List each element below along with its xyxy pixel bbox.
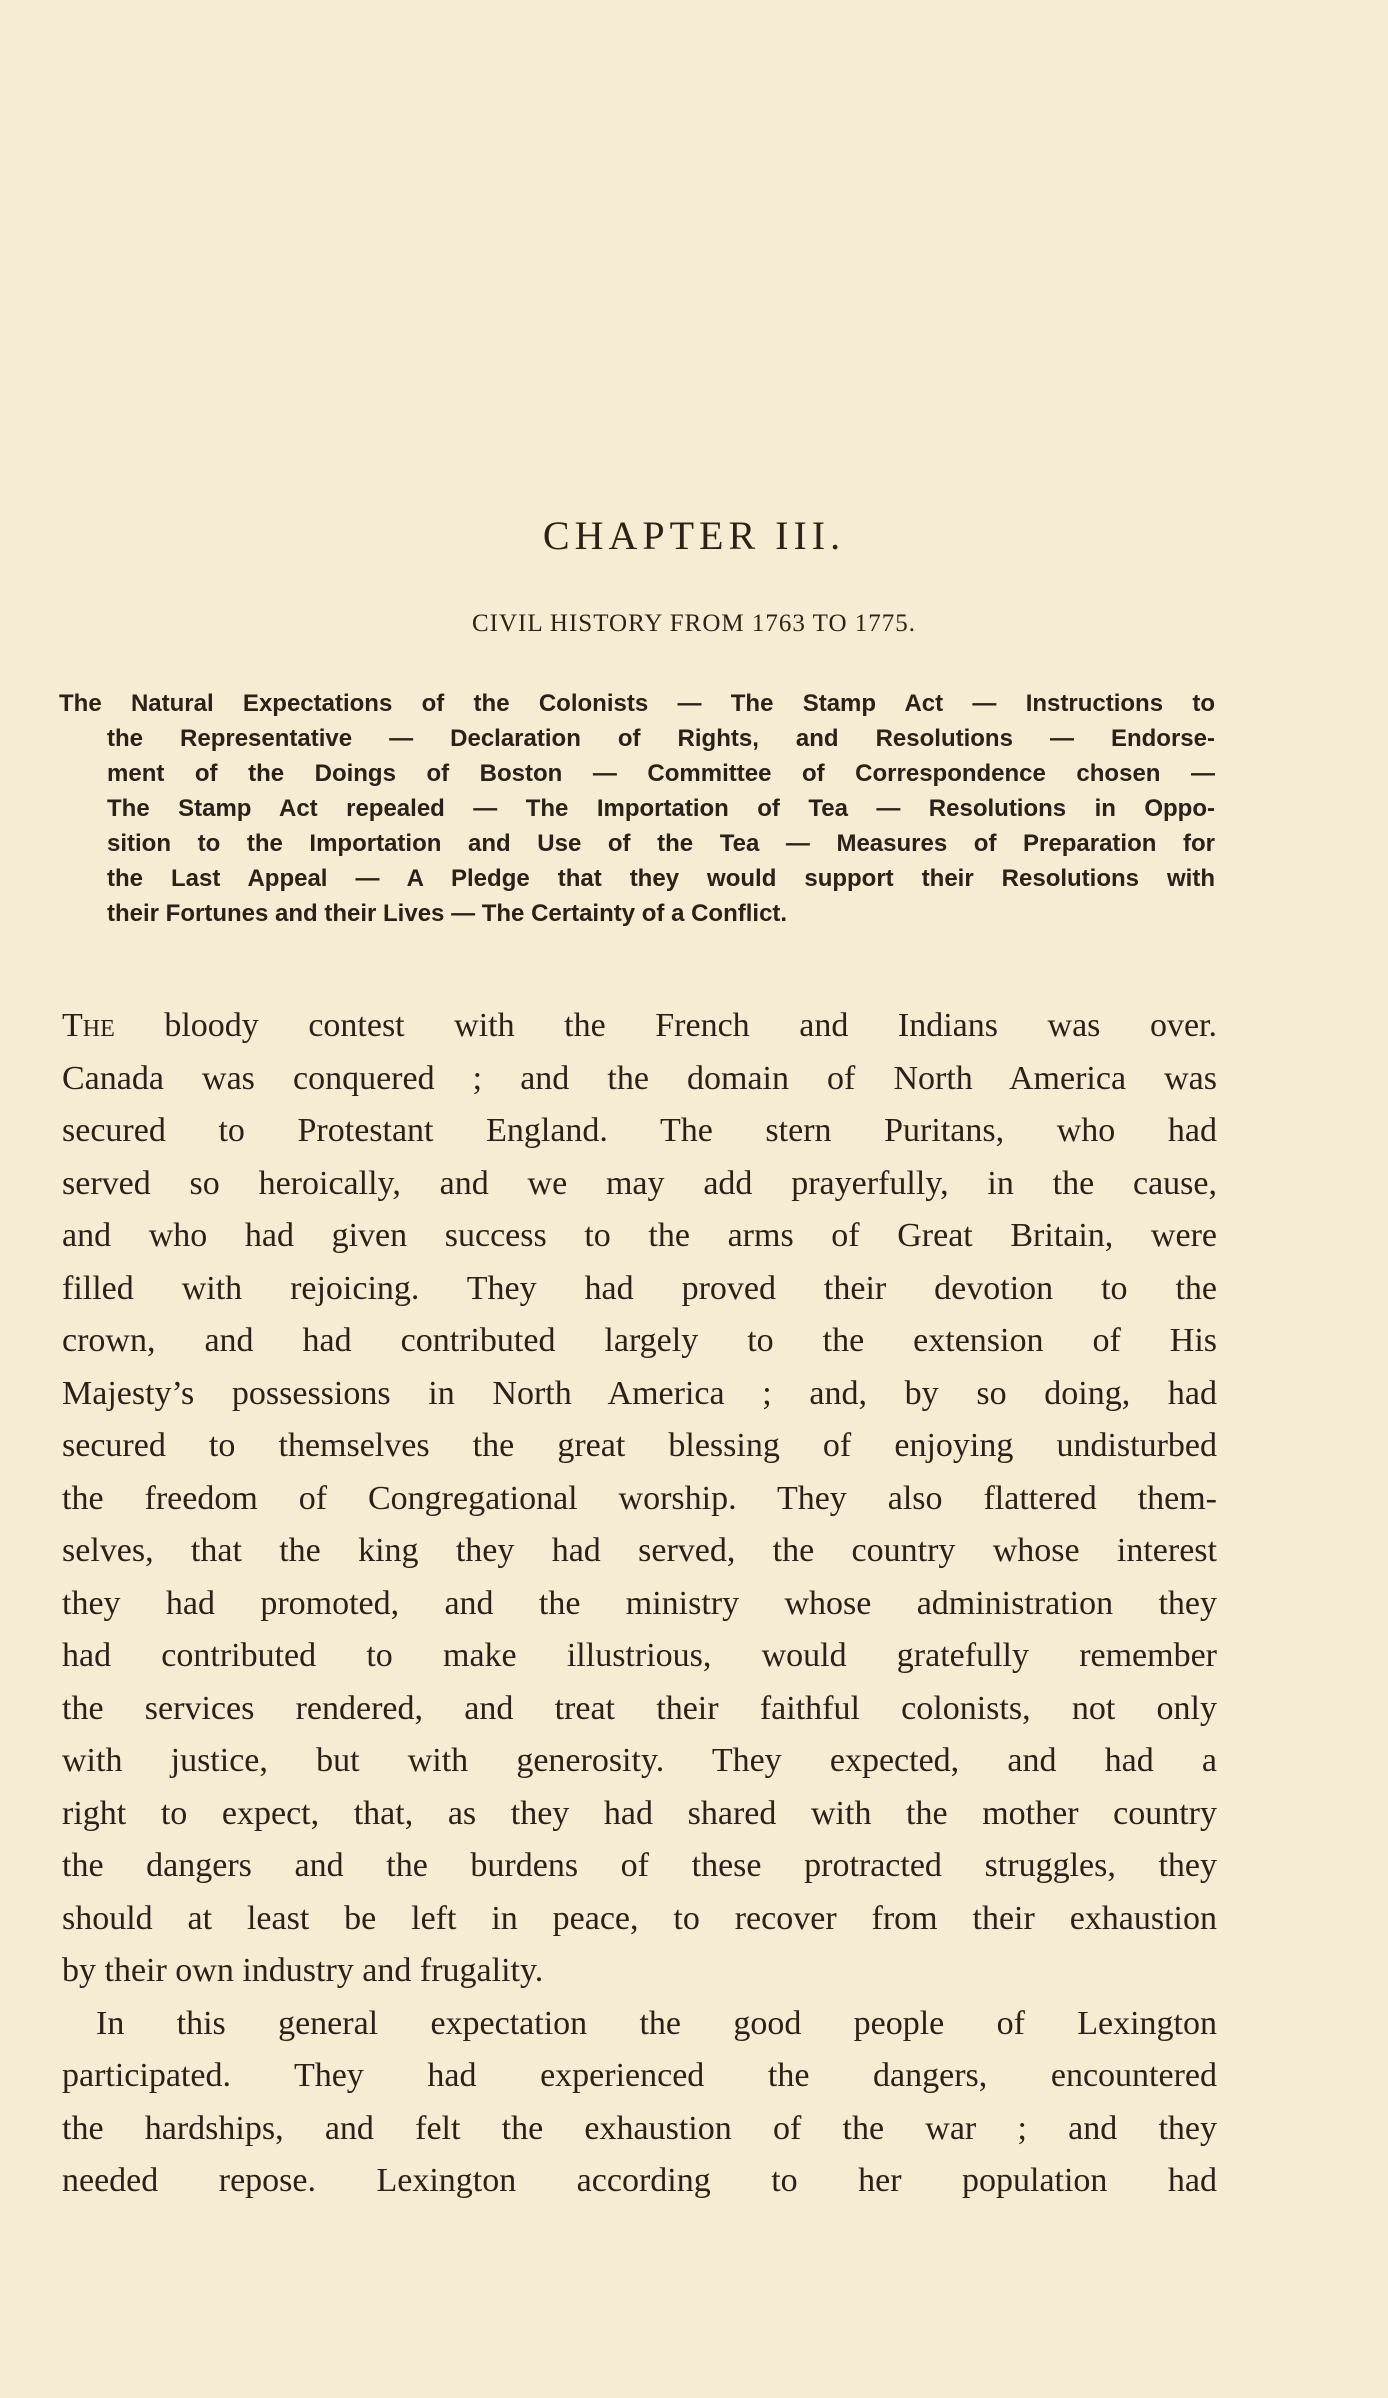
text-line: In this general expectation the good people of Lexington	[96, 2004, 1217, 2042]
summary-line: The Stamp Act repealed — The Importation of Tea — Resolutions in Oppo-	[107, 795, 1215, 822]
summary-line: their Fortunes and their Lives — The Certainty of a Conflict.	[107, 900, 788, 927]
summary-line: the Representative — Declaration of Rights, and Resolutions — Endorse-	[107, 725, 1215, 752]
text-line-rest: bloody contest with the French and Indians was over.	[114, 1007, 1217, 1044]
text-line: had contributed to make illustrious, would gratefully remember	[62, 1637, 1217, 1674]
text-line: with justice, but with generosity. They expected, and had a	[62, 1742, 1217, 1779]
text-line: secured to Protestant England. The stern Puritans, who had	[62, 1112, 1217, 1149]
text-line: needed repose. Lexington according to her population had	[62, 2162, 1217, 2199]
text-line: filled with rejoicing. They had proved their devotion to the	[62, 1269, 1217, 1307]
paragraph-1	[62, 1000, 1217, 1998]
text-line: secured to themselves the great blessing of enjoying undisturbed	[62, 1427, 1217, 1464]
text-line: should at least be left in peace, to recover from their exhaustion	[62, 1899, 1217, 1937]
text-line: by their own industry and frugality.	[62, 1952, 544, 1989]
text-line: the services rendered, and treat their faithful colonists, not only	[62, 1689, 1217, 1727]
summary-line: sition to the Importation and Use of the Tea — Measures of Preparation for	[107, 830, 1215, 857]
chapter-title: CHAPTER III.	[542, 513, 846, 558]
body-text	[62, 1000, 1217, 2208]
text-line: served so heroically, and we may add prayerfully, in the cause,	[62, 1164, 1217, 1202]
text-line	[62, 1000, 1217, 1053]
text-line: Canada was conquered ; and the domain of North America was	[62, 1059, 1217, 1097]
text-line: and who had given success to the arms of Great Britain, were	[62, 1217, 1217, 1254]
text-line: selves, that the king they had served, the country whose interest	[62, 1532, 1217, 1569]
text-line: they had promoted, and the ministry whose administration they	[62, 1584, 1217, 1622]
text-line: crown, and had contributed largely to the extension of His	[62, 1322, 1217, 1359]
paragraph-2	[62, 1998, 1217, 2208]
summary-line: the Last Appeal — A Pledge that they would support their Resolutions with	[107, 865, 1215, 892]
text-line: participated. They had experienced the dangers, encountered	[62, 2057, 1217, 2094]
text-line: the freedom of Congregational worship. They also flattered them-	[62, 1479, 1217, 1517]
text-line: the dangers and the burdens of these protracted struggles, they	[62, 1847, 1217, 1884]
drop-word: The	[62, 1007, 115, 1044]
text-line: Majesty’s possessions in North America ; and, by so doing, had	[62, 1374, 1217, 1412]
chapter-summary	[60, 686, 1215, 931]
summary-line: The Natural Expectations of the Colonists — The Stamp Act — Instructions to	[59, 690, 1215, 717]
chapter-subtitle: CIVIL HISTORY FROM 1763 TO 1775.	[471, 610, 917, 637]
summary-line: ment of the Doings of Boston — Committee of Correspondence chosen —	[107, 760, 1215, 787]
text-line: right to expect, that, as they had shared with the mother country	[62, 1794, 1217, 1832]
text-line: the hardships, and felt the exhaustion of the war ; and they	[62, 2109, 1217, 2147]
